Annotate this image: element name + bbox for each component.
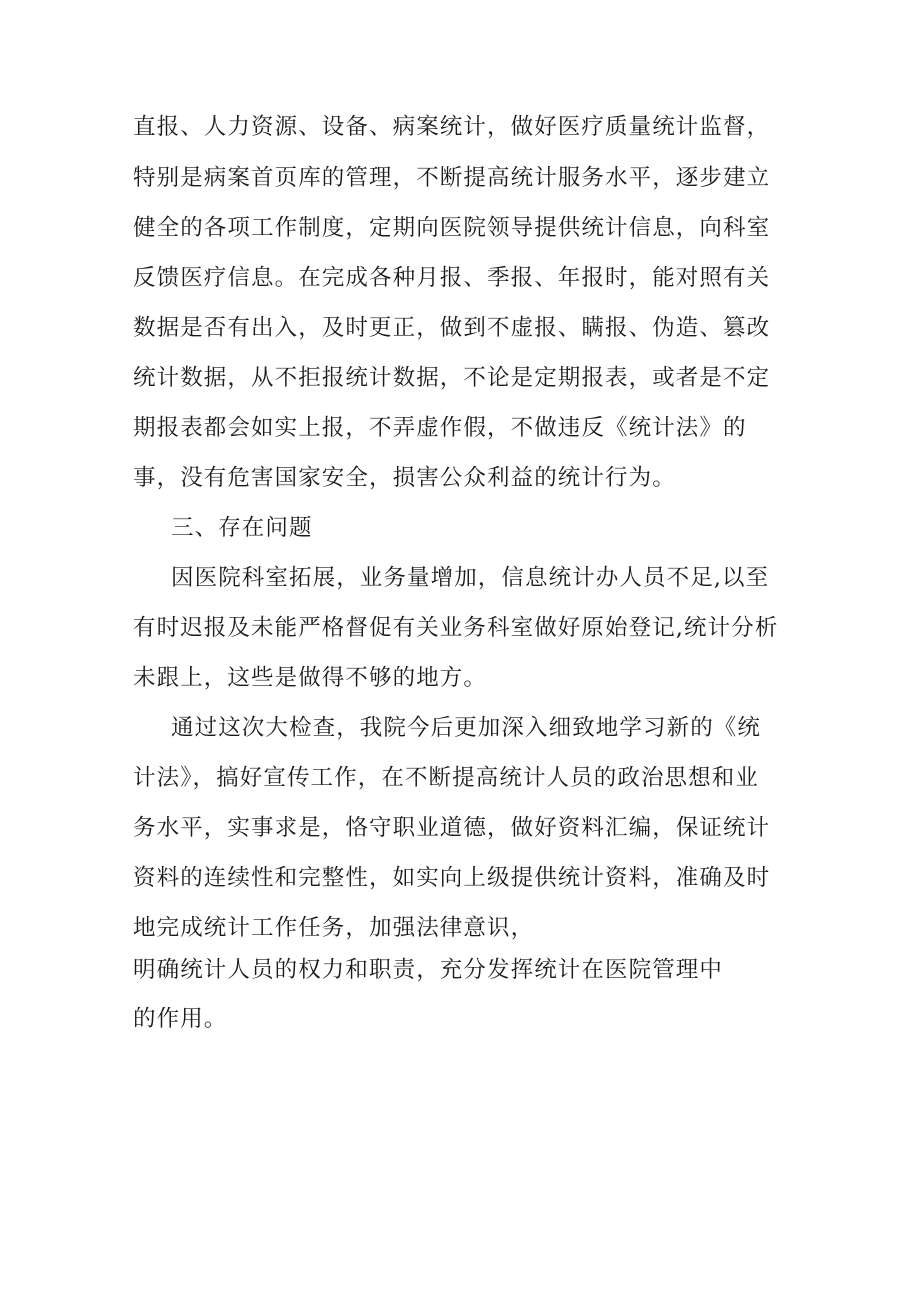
body-text-line: 统计数据，从不拒报统计数据，不论是定期报表，或者是不定	[133, 365, 771, 391]
body-text-line: 反馈医疗信息。在完成各种月报、季报、年报时，能对照有关	[133, 265, 771, 291]
body-text-line: 地完成统计工作任务，加强法律意识，	[133, 915, 535, 941]
body-text-line: 计法》，搞好宣传工作，在不断提高统计人员的政治思想和业	[133, 765, 759, 791]
body-text-line: 期报表都会如实上报，不弄虚作假，不做违反《统计法》的	[133, 415, 747, 441]
body-text-line: 资料的连续性和完整性，如实向上级提供统计资料，准确及时	[133, 865, 771, 891]
body-text-line: 数据是否有出入，及时更正，做到不虚报、瞒报、伪造、篡改	[133, 315, 771, 341]
body-text-line: 因医院科室拓展，业务量增加，信息统计办人员不足,以至	[171, 565, 770, 591]
body-text-line: 务水平，实事求是，恪守职业道德，做好资料汇编，保证统计	[133, 815, 771, 841]
body-text-line: 健全的各项工作制度，定期向医院领导提供统计信息，向科室	[133, 215, 771, 241]
body-text-line: 事，没有危害国家安全，损害公众利益的统计行为。	[133, 465, 676, 491]
body-text-line: 有时迟报及未能严格督促有关业务科室做好原始登记,统计分析	[133, 615, 779, 641]
body-text-line: 直报、人力资源、设备、病案统计，做好医疗质量统计监督，	[133, 114, 771, 140]
body-text-line: 的作用。	[133, 1006, 228, 1032]
body-text-line: 明确统计人员的权力和职责，充分发挥统计在医院管理中	[133, 957, 724, 983]
body-text-line: 通过这次大检查，我院今后更加深入细致地学习新的《统	[171, 715, 762, 741]
body-text-line: 未跟上，这些是做得不够的地方。	[133, 665, 488, 691]
body-text-line: 特别是病案首页库的管理，不断提高统计服务水平，逐步建立	[133, 165, 771, 191]
section-heading: 三、存在问题	[171, 515, 313, 541]
